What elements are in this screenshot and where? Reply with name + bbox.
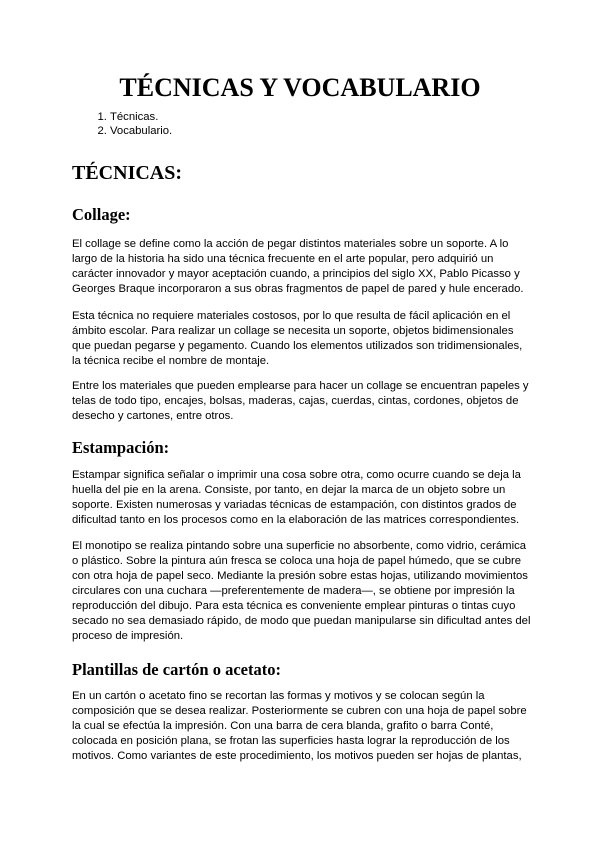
section-heading-tecnicas: TÉCNICAS: (72, 162, 183, 184)
collage-heading: Collage: (72, 205, 131, 224)
collage-paragraph-2: Esta técnica no requiere materiales costosos, por lo que resulta de fácil aplicación en el ámbito escolar. Para realizar un collage se necesita un soporte, objetos bidimensionales que puedan pegarse y pegamento. Cuando los elementos utilizados son tridimensionales, la técnica recibe el nombre de montaje. (72, 310, 523, 367)
collage-paragraph-3: Entre los materiales que pueden emplearse para hacer un collage se encuentran papeles y telas de todo tipo, encajes, bolsas, maderas, cajas, cuerdas, cintas, cordones, objetos de desecho y cartones, entre otros. (72, 380, 529, 422)
plantillas-heading: Plantillas de cartón o acetato: (72, 660, 281, 679)
document-title: TÉCNICAS Y VOCABULARIO (119, 73, 481, 102)
estampacion-heading: Estampación: (72, 438, 170, 457)
toc-item-vocabulario: 2. Vocabulario. (110, 124, 172, 138)
estampacion-paragraph-2: El monotipo se realiza pintando sobre una superficie no absorbente, como vidrio, cerámica o plástico. Sobre la pintura aún fresca se coloca una hoja de papel húmedo, que se cubre con otra hoja de papel seco. Mediante la presión sobre estas hojas, utilizando movimientos circulares con una cuchara —preferentemente de madera—, se obtiene por impresión la reproducción del dibujo. Para esta técnica es conveniente emplear pinturas o tintas cuyo secado no sea demasiado rápido, de modo que puedan manipularse sin dificultad antes del proceso de impresión. (72, 540, 531, 642)
estampacion-paragraph-1: Estampar significa señalar o imprimir una cosa sobre otra, como ocurre cuando se deja la huella del pie en la arena. Consiste, por tanto, en dejar la marca de un objeto sobre un soporte. Existen numerosas y variadas técnicas de estampación, con distintos grados de dificultad tanto en los procesos como en la elaboración de las matrices correspondientes. (72, 469, 521, 526)
table-of-contents (88, 110, 172, 138)
plantillas-paragraph-1: En un cartón o acetato fino se recortan las formas y motivos y se colocan según la composición que se desea realizar. Posteriormente se cubren con una hoja de papel sobre la cual se efectúa la impresión. Con una barra de cera blanda, grafito o barra Conté, colocada en posición plana, se frotan las superficies hasta lograr la reproducción de los motivos. Como variantes de este procedimiento, los motivos pueden ser hojas de plantas, (72, 690, 527, 762)
collage-paragraph-1: El collage se define como la acción de pegar distintos materiales sobre un soporte. A lo largo de la historia ha sido una técnica frecuente en el arte popular, pero adquirió un carácter innovador y mayor aceptación cuando, a principios del siglo XX, Pablo Picasso y Georges Braque incorporaron a sus obras fragmentos de papel de pared y hule encerado. (72, 238, 524, 295)
toc-item-tecnicas: 1. Técnicas. (110, 110, 172, 124)
